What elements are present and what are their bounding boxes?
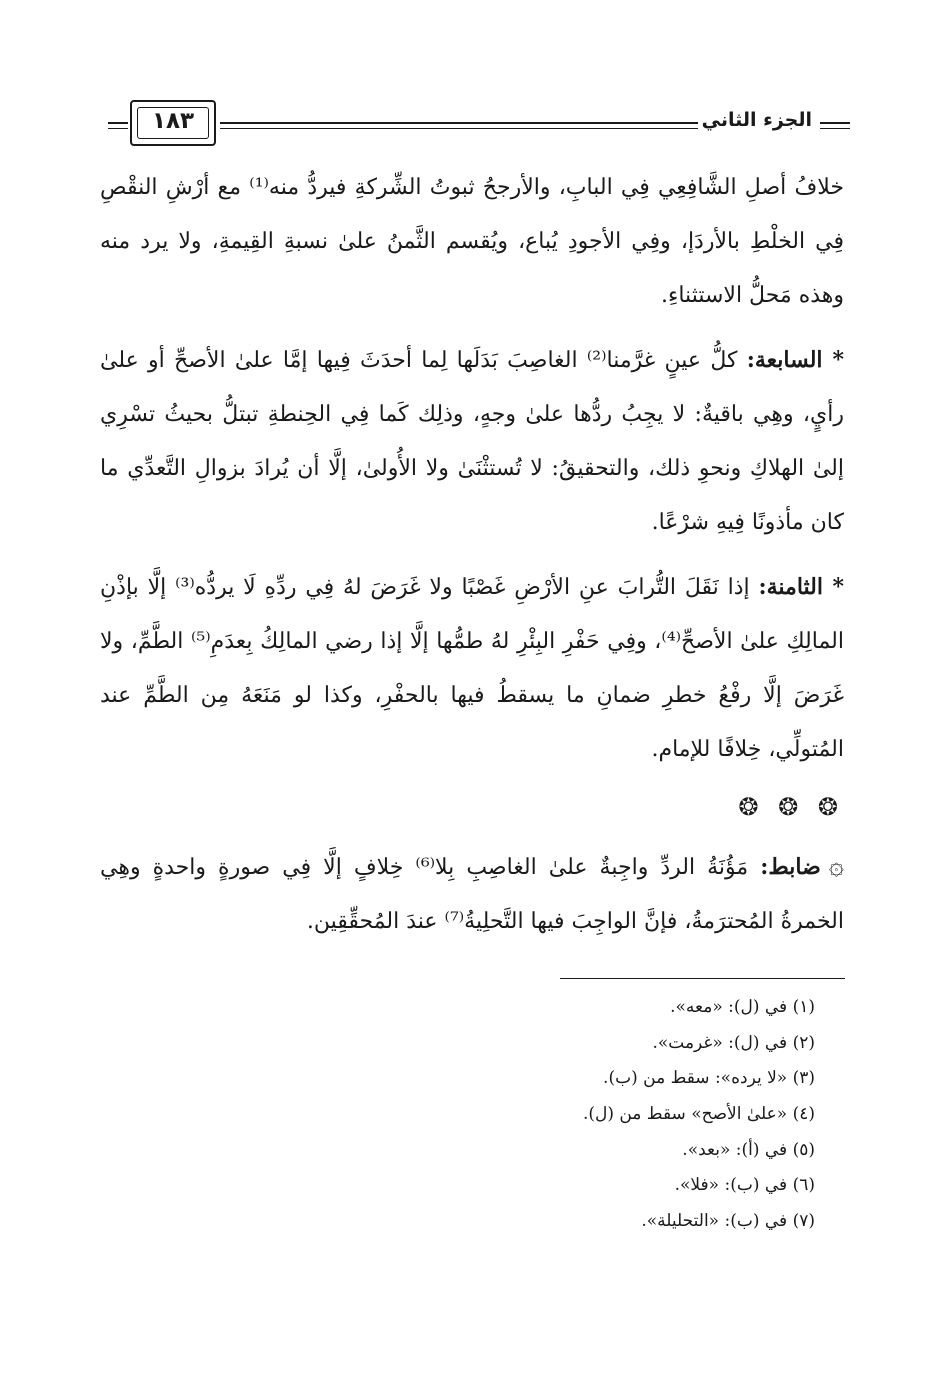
paragraph-text: إذا نَقَلَ التُّرابَ عنِ الأرْضِ غَصْبًا ولا غَرَضَ لهُ فِي ردِّهِ لَا يردُّه⁽³⁾ إلَّا بإذْنِ المالِكِ علىٰ الأصحِّ⁽⁴⁾، وفِي حَفْرِ البِئْرِ لهُ طمُّها إلَّا إذا رضي المالِكُ بِعدَمِ⁽⁵⁾ الطَّمِّ، ولا غَرَضَ إلَّا رفْعُ خطرِ ضمانِ ما يسقطُ فيها بالحفْرِ، وكذا لو مَنَعَهُ مِن الطَّمِّ عند المُتولِّي، خِلافًا للإمام. (100, 575, 844, 762)
ornament-bullet-icon: ۞ (828, 851, 844, 881)
footnote-3: (٣) «لا يرده»: سقط من (ب). (603, 1068, 815, 1089)
footnote-1: (١) في (ل): «معه». (670, 997, 815, 1017)
footnote-separator (560, 978, 845, 979)
paragraph-eighth (100, 560, 844, 777)
paragraph-seventh (100, 333, 844, 550)
paragraph-1 (100, 160, 844, 323)
page-number: ١٨٣ (151, 108, 195, 134)
page-header (108, 95, 848, 153)
footnote-5: (٥) في (أ): «بعد». (682, 1139, 815, 1160)
main-text (100, 160, 844, 959)
paragraph-lead: * الثامنة: (758, 574, 845, 600)
section-separator-ornament: ❂ ❂ ❂ (738, 793, 844, 821)
part-title: الجزء الثاني (698, 109, 816, 131)
footnotes (100, 990, 815, 1240)
footnote-6: (٦) في (ب): «فلا». (674, 1175, 815, 1196)
paragraph-text: مَؤُنَةُ الردِّ واجِبةٌ علىٰ الغاصِبِ بِلا⁽⁶⁾ خِلافٍ إلَّا فِي صورةٍ واحدةٍ وهِي الخمرةُ المُحترَمةُ، فإنَّ الواجِبَ فيها التَّحلِيةُ⁽⁷⁾ عندَ المُحقِّقِين. (100, 855, 844, 934)
paragraph-lead: * السابعة: (746, 347, 844, 373)
footnote-2: (٢) في (ل): «غرمت». (652, 1032, 815, 1053)
header-rule-middle (220, 122, 750, 129)
footnote-7: (٧) في (ب): «التحليلة». (641, 1211, 815, 1232)
header-rule-right (820, 122, 850, 129)
header-rule-left (108, 122, 128, 129)
paragraph-lead: ضابط: (760, 854, 821, 880)
paragraph-text: خلافُ أصلِ الشَّافِعِي فِي البابِ، والأرجحُ ثبوتُ الشِّركةِ فيردُّ منه⁽¹⁾ مع أرْشِ النقْصِ فِي الخلْطِ بالأردَإ، وفِي الأجودِ يُباع، ويُقسم الثَّمنُ علىٰ نسبةِ القِيمةِ، ولا يرد منه وهذه مَحلُّ الاستثناءِ. (100, 175, 844, 308)
paragraph-text: كلُّ عينٍ غرَّمنا⁽²⁾ الغاصِبَ بَدَلَها لِما أحدَثَ فِيها إمَّا علىٰ الأصحِّ أو علىٰ رأيٍ، وهِي باقيةٌ: لا يجِبُ ردُّها علىٰ وجهٍ، وذلِك كَما فِي الحِنطةِ تبتلُّ بحيثُ تسْرِي إلىٰ الهلاكِ ونحوِ ذلك، والتحقيقُ: لا تُستثْنَىٰ ولا الأُولىٰ، إلَّا أن يُرادَ بزوالِ التَّعدِّي ما كان مأذونًا فِيهِ شرْعًا. (100, 348, 844, 535)
page-number-frame (130, 100, 216, 146)
footnote-4: (٤) «علىٰ الأصح» سقط من (ل). (582, 1104, 815, 1125)
paragraph-rule (100, 839, 844, 949)
